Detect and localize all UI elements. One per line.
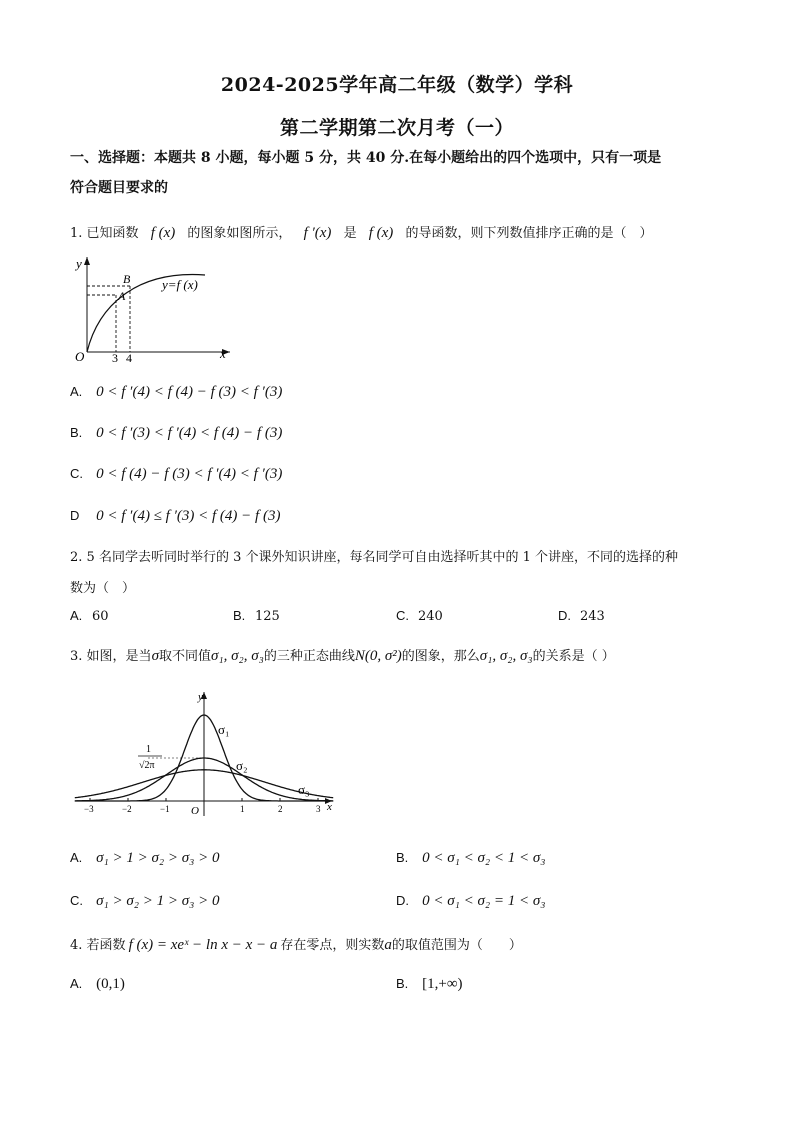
point-b-label: B bbox=[123, 272, 131, 286]
question-3-stem bbox=[70, 645, 615, 665]
question-text: 的三种正态曲线 bbox=[263, 649, 355, 664]
section-heading-line1: 一、选择题：本题共 8 小题，每小题 5 分，共 40 分.在每小题给出的四个选项中，只有一项是 bbox=[70, 150, 662, 166]
option-expr: 0 < σ₁ < σ₂ = 1 < σ₃ bbox=[422, 893, 546, 909]
question-text: 如图，是当 bbox=[86, 649, 152, 664]
option-b[interactable] bbox=[70, 425, 282, 442]
q2-option-d[interactable] bbox=[558, 608, 605, 624]
curve-label: σ₃ bbox=[298, 782, 310, 797]
option-label: A. bbox=[70, 384, 83, 399]
option-label: B. bbox=[233, 608, 246, 623]
option-expr: 0 < f ′(4) ≤ f ′(3) < f (4) − f (3) bbox=[96, 508, 281, 524]
q3-option-d[interactable] bbox=[396, 893, 545, 910]
option-a[interactable] bbox=[70, 384, 282, 401]
normal-curves-figure bbox=[70, 686, 342, 820]
question-number: 1. bbox=[70, 226, 83, 241]
section-heading bbox=[70, 143, 730, 203]
math-expr: f (x) = xeˣ − ln x − x − a bbox=[128, 937, 278, 953]
question-2-line1: 2. 5 名同学去听同时举行的 3 个课外知识讲座，每名同学可自由选择听其中的 1 个讲座，不同的选择的种 bbox=[70, 550, 679, 565]
curve-label: σ₁ bbox=[218, 722, 230, 737]
question-text: 的关系是（ ） bbox=[532, 649, 615, 664]
option-label: C. bbox=[396, 608, 409, 623]
option-label: A. bbox=[70, 608, 83, 623]
q3-option-c[interactable] bbox=[70, 893, 219, 910]
option-label: A. bbox=[70, 850, 83, 865]
tick-label: −3 bbox=[84, 804, 94, 814]
question-number: 4. bbox=[70, 938, 83, 953]
option-label: D bbox=[70, 508, 80, 523]
option-value: 240 bbox=[418, 609, 443, 624]
option-c[interactable] bbox=[70, 466, 282, 483]
option-value: 125 bbox=[255, 609, 280, 624]
tick-label: 2 bbox=[278, 804, 283, 814]
question-text: 已知函数 bbox=[86, 226, 139, 241]
origin-label: O bbox=[75, 349, 85, 364]
q2-option-c[interactable] bbox=[396, 608, 443, 624]
question-text: 的导函数，则下列数值排序正确的是（ ） bbox=[405, 226, 653, 241]
exam-subtitle: 第二学期第二次月考（一） bbox=[279, 117, 514, 139]
question-number: 3. bbox=[70, 649, 83, 664]
tick-label: −1 bbox=[160, 804, 170, 814]
q4-option-a[interactable] bbox=[70, 976, 125, 993]
section-heading-line2: 符合题目要求的 bbox=[70, 180, 168, 196]
question-text: 存在零点，则实数 bbox=[280, 938, 385, 953]
option-value: 60 bbox=[92, 609, 109, 624]
tick-label: 3 bbox=[316, 804, 321, 814]
q3-option-a[interactable] bbox=[70, 850, 219, 867]
math-expr: f (x) bbox=[368, 225, 394, 241]
question-text: 的图象如图所示， bbox=[187, 226, 292, 241]
tick-label: 4 bbox=[126, 351, 132, 364]
option-expr: [1,+∞) bbox=[422, 976, 463, 992]
option-label: D. bbox=[396, 893, 409, 908]
q2-option-b[interactable] bbox=[233, 608, 280, 624]
question-2-line2: 数为（ ） bbox=[70, 581, 136, 596]
math-expr: σ₁, σ₂, σ₃ bbox=[210, 648, 264, 664]
option-label: A. bbox=[70, 976, 83, 991]
question-text: 的图象，那么 bbox=[401, 649, 480, 664]
origin-label: O bbox=[191, 805, 199, 817]
function-graph-figure bbox=[70, 252, 240, 364]
fraction-denominator: √2π bbox=[139, 760, 155, 771]
exam-title: 2024-2025学年高二年级（数学）学科 bbox=[220, 74, 574, 96]
option-value: 243 bbox=[580, 609, 605, 624]
tick-label: −2 bbox=[122, 804, 132, 814]
question-4-stem bbox=[70, 934, 522, 954]
curve-label: y=f (x) bbox=[162, 277, 198, 292]
math-expr: f ′(x) bbox=[303, 225, 332, 241]
option-label: D. bbox=[558, 608, 571, 623]
fraction-numerator: 1 bbox=[146, 744, 151, 755]
question-text: 是 bbox=[343, 226, 357, 241]
option-expr: σ₁ > 1 > σ₂ > σ₃ > 0 bbox=[96, 850, 220, 866]
q4-option-b[interactable] bbox=[396, 976, 463, 993]
question-1-stem bbox=[70, 222, 652, 242]
option-label: C. bbox=[70, 466, 83, 481]
math-expr: N(0, σ²) bbox=[354, 648, 402, 664]
x-axis-label: x bbox=[327, 801, 332, 813]
math-expr: f (x) bbox=[150, 225, 176, 241]
option-expr: 0 < f ′(3) < f ′(4) < f (4) − f (3) bbox=[96, 425, 283, 441]
tick-label: 3 bbox=[112, 351, 118, 364]
curve-label: σ₂ bbox=[236, 758, 248, 773]
q2-option-a[interactable] bbox=[70, 608, 109, 624]
math-expr: σ₁, σ₂, σ₃ bbox=[479, 648, 533, 664]
option-label: B. bbox=[396, 976, 409, 991]
y-axis-label: y bbox=[198, 691, 203, 703]
option-d[interactable] bbox=[70, 508, 280, 525]
option-expr: σ₁ > σ₂ > 1 > σ₃ > 0 bbox=[96, 893, 220, 909]
question-text: 取不同值 bbox=[158, 649, 211, 664]
option-expr: 0 < f (4) − f (3) < f ′(4) < f ′(3) bbox=[96, 466, 283, 482]
y-axis-label: y bbox=[76, 256, 82, 271]
x-axis-label: x bbox=[220, 346, 226, 361]
option-label: B. bbox=[70, 425, 83, 440]
question-text: 若函数 bbox=[86, 938, 126, 953]
math-expr: σ bbox=[151, 648, 159, 664]
option-expr: (0,1) bbox=[96, 976, 125, 992]
option-label: C. bbox=[70, 893, 83, 908]
math-expr: a bbox=[384, 937, 392, 953]
question-text: 的取值范围为（ ） bbox=[391, 938, 522, 953]
point-a-label: A bbox=[118, 289, 126, 303]
option-label: B. bbox=[396, 850, 409, 865]
q3-option-b[interactable] bbox=[396, 850, 545, 867]
tick-label: 1 bbox=[240, 804, 245, 814]
option-expr: 0 < σ₁ < σ₂ < 1 < σ₃ bbox=[422, 850, 546, 866]
option-expr: 0 < f ′(4) < f (4) − f (3) < f ′(3) bbox=[96, 384, 283, 400]
